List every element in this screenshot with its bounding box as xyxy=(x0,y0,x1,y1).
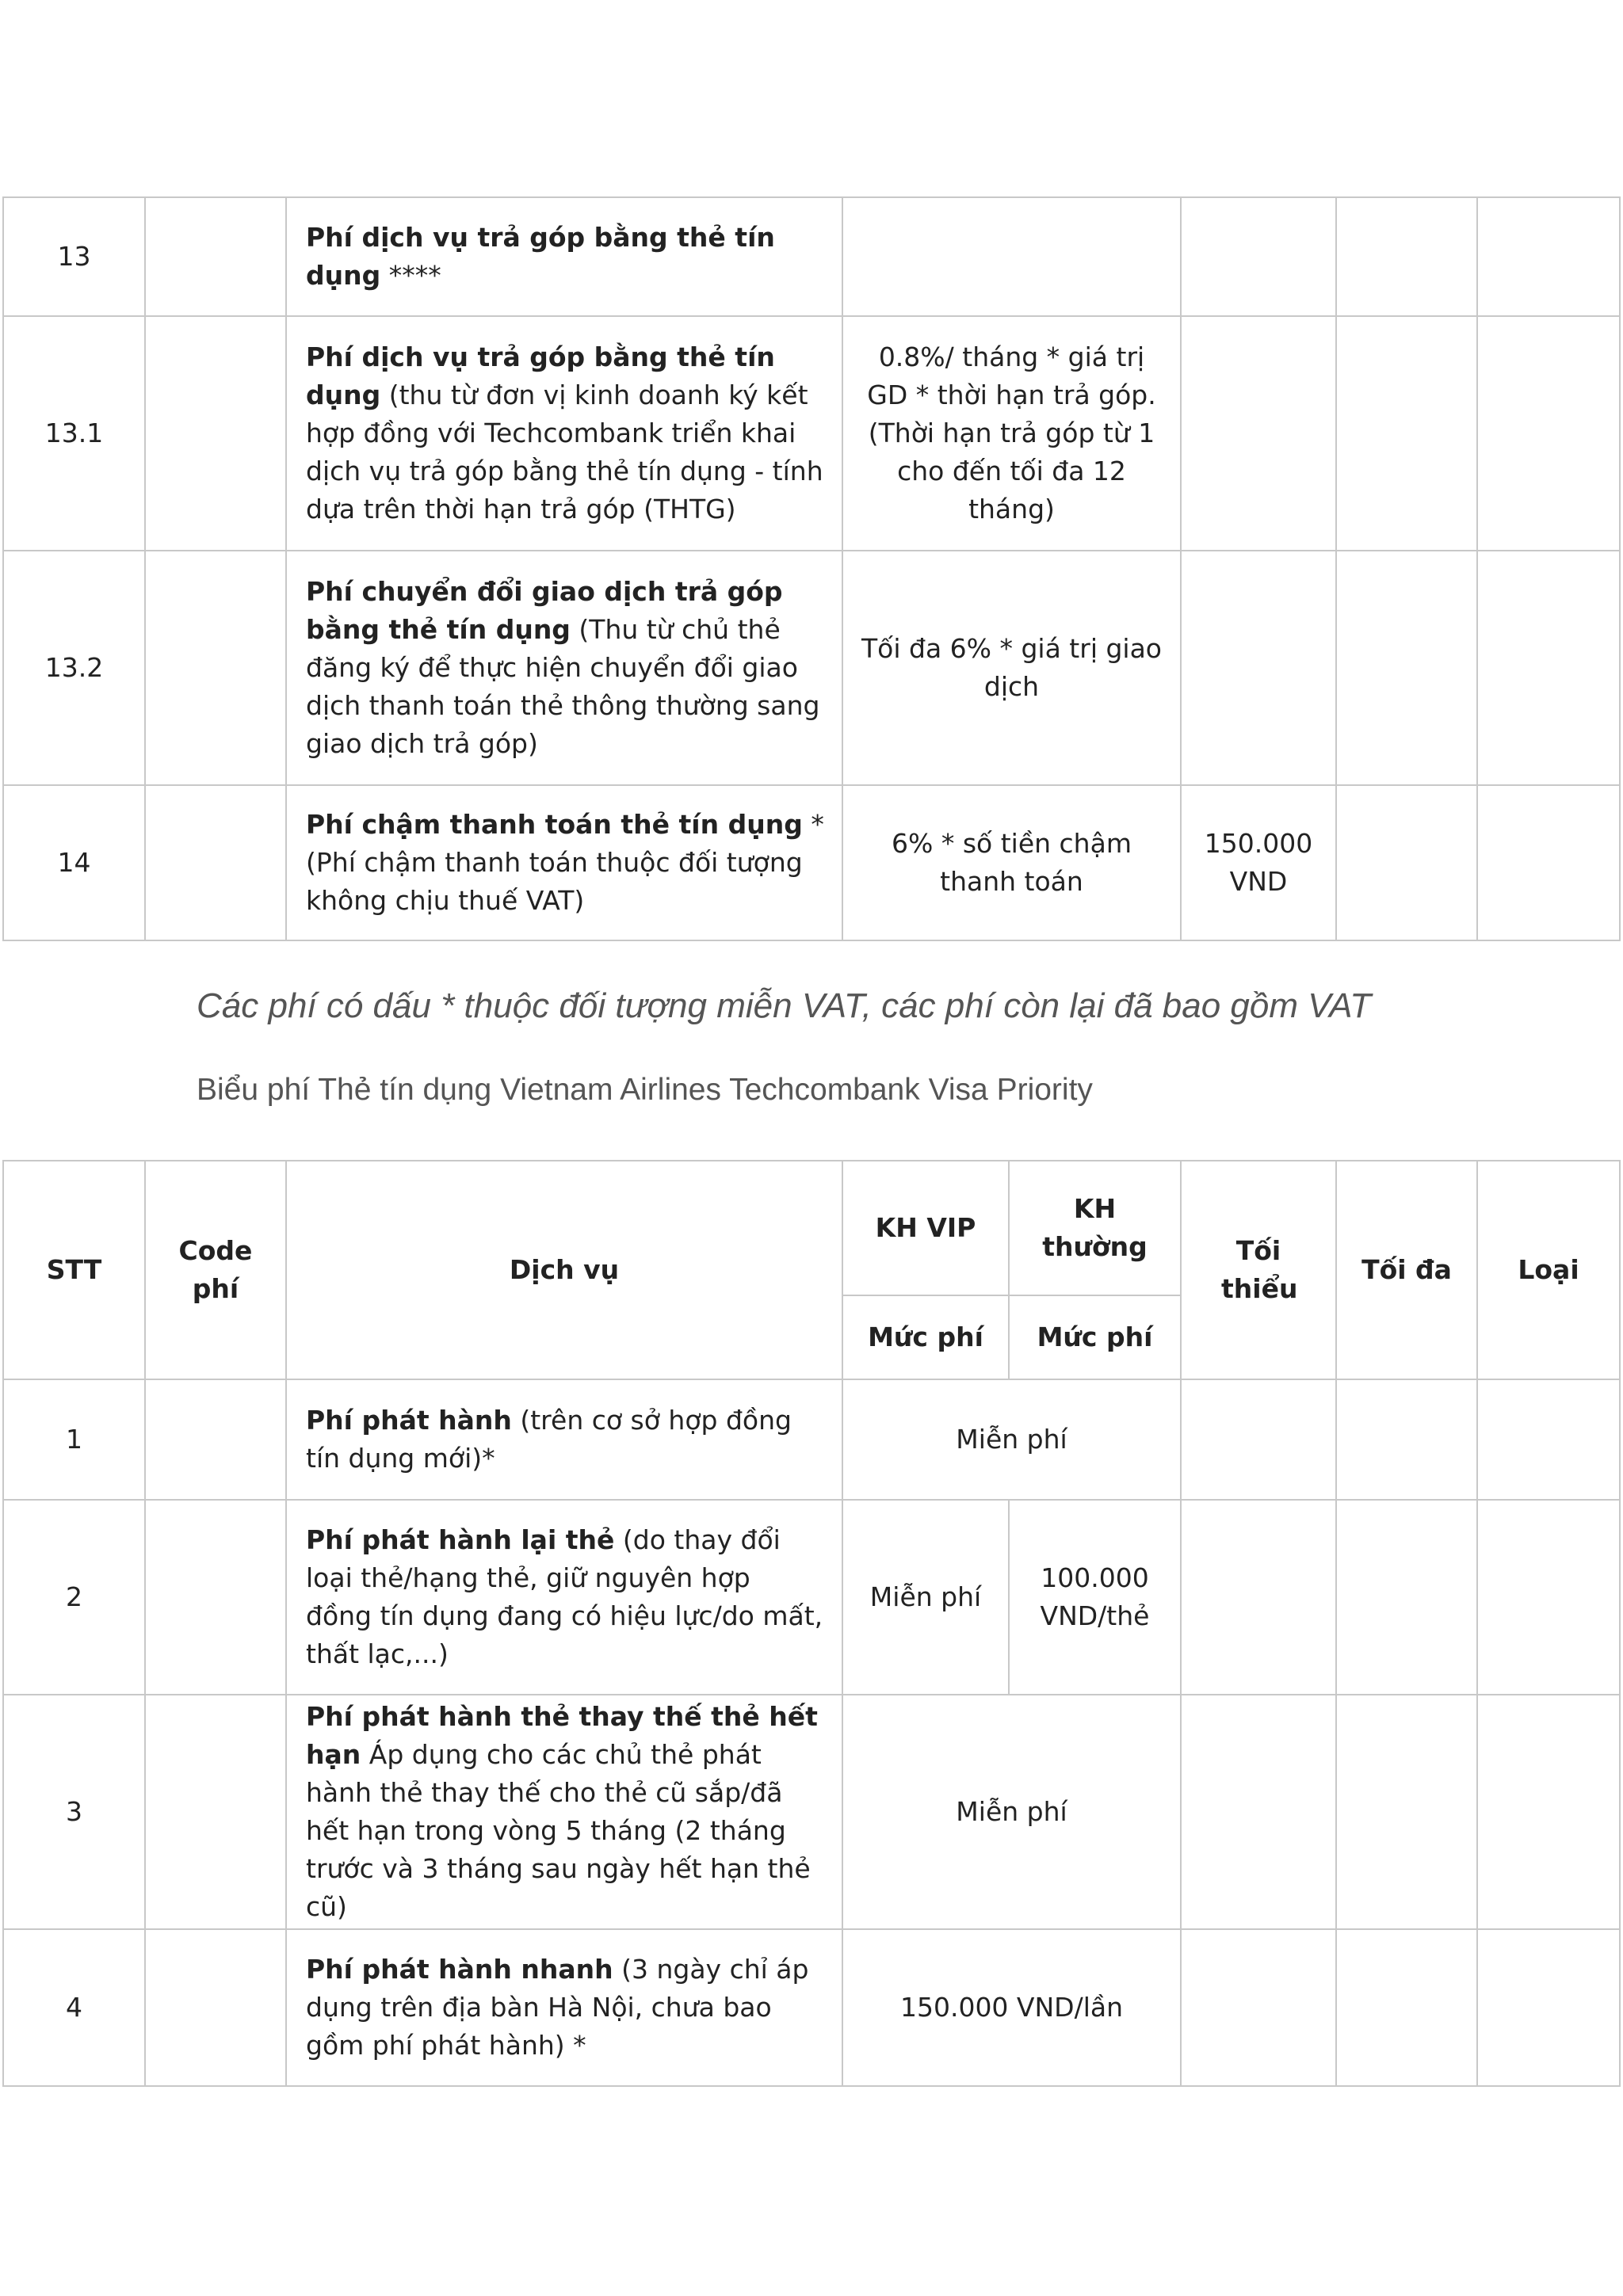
header-min: Tối thiểu xyxy=(1181,1161,1336,1379)
row-max xyxy=(1336,1379,1477,1500)
row-stt: 2 xyxy=(3,1500,145,1695)
row-max xyxy=(1336,1500,1477,1695)
row-min xyxy=(1181,197,1336,316)
row-service xyxy=(286,1929,842,2086)
service-name-bold: Phí phát hành nhanh xyxy=(306,1954,613,1985)
service-name-detail: (trên cơ sở hợp đồng tín dụng mới)* xyxy=(306,1405,792,1474)
row-stt: 3 xyxy=(3,1695,145,1929)
fee-table-visa-priority xyxy=(2,1160,1621,2087)
vat-note: Các phí có dấu * thuộc đối tượng miễn VAT, các phí còn lại đã bao gồm VAT xyxy=(197,986,1372,1025)
row-service xyxy=(286,316,842,551)
row-min xyxy=(1181,551,1336,785)
row-fee: 150.000 VND/lần xyxy=(842,1929,1181,2086)
row-stt: 13.2 xyxy=(3,551,145,785)
row-type xyxy=(1477,1379,1620,1500)
table-header-row xyxy=(3,1161,1620,1295)
row-fee: Miễn phí xyxy=(842,1695,1181,1929)
row-stt: 1 xyxy=(3,1379,145,1500)
row-type xyxy=(1477,1695,1620,1929)
row-max xyxy=(1336,197,1477,316)
row-max xyxy=(1336,1695,1477,1929)
row-service xyxy=(286,551,842,785)
table-row xyxy=(3,1500,1620,1695)
header-max: Tối đa xyxy=(1336,1161,1477,1379)
row-min xyxy=(1181,1500,1336,1695)
row-service xyxy=(286,197,842,316)
service-name-bold: Phí chuyển đổi giao dịch trả góp bằng thẻ tín dụng xyxy=(306,576,783,645)
row-service xyxy=(286,1500,842,1695)
header-fee-normal: Mức phí xyxy=(1009,1295,1181,1379)
service-name-bold: Phí phát hành thẻ thay thế thẻ hết hạn xyxy=(306,1701,818,1770)
row-code xyxy=(145,551,286,785)
row-service xyxy=(286,785,842,940)
row-code xyxy=(145,1695,286,1929)
service-name-detail: **** xyxy=(380,260,441,291)
row-code xyxy=(145,1379,286,1500)
row-type xyxy=(1477,1929,1620,2086)
row-max xyxy=(1336,785,1477,940)
row-code xyxy=(145,1500,286,1695)
row-min xyxy=(1181,316,1336,551)
row-stt: 13 xyxy=(3,197,145,316)
row-code xyxy=(145,197,286,316)
row-fee: 0.8%/ tháng * giá trị GD * thời hạn trả góp. (Thời hạn trả góp từ 1 cho đến tối đa 12 tháng) xyxy=(842,316,1181,551)
table-row xyxy=(3,1929,1620,2086)
table-row xyxy=(3,197,1620,316)
row-fee: 6% * số tiền chậm thanh toán xyxy=(842,785,1181,940)
row-fee: Tối đa 6% * giá trị giao dịch xyxy=(842,551,1181,785)
row-service xyxy=(286,1379,842,1500)
row-max xyxy=(1336,1929,1477,2086)
service-name-detail: Áp dụng cho các chủ thẻ phát hành thẻ thay thế cho thẻ cũ sắp/đã hết hạn trong vòng 5 tháng (2 tháng trước và 3 tháng sau ngày hết hạn thẻ cũ) xyxy=(306,1739,811,1922)
row-min xyxy=(1181,1379,1336,1500)
row-min: 150.000 VND xyxy=(1181,785,1336,940)
header-stt: STT xyxy=(3,1161,145,1379)
service-name-bold: Phí chậm thanh toán thẻ tín dụng xyxy=(306,809,803,840)
table-row xyxy=(3,1695,1620,1929)
service-name-detail: (thu từ đơn vị kinh doanh ký kết hợp đồng với Techcombank triển khai dịch vụ trả góp bằng thẻ tín dụng - tính dựa trên thời hạn trả góp (THTG) xyxy=(306,379,823,524)
row-max xyxy=(1336,551,1477,785)
row-type xyxy=(1477,785,1620,940)
fee-table-title: Biểu phí Thẻ tín dụng Vietnam Airlines Techcombank Visa Priority xyxy=(197,1073,1093,1107)
service-name-detail: (Thu từ chủ thẻ đăng ký để thực hiện chuyển đổi giao dịch thanh toán thẻ thông thường sang giao dịch trả góp) xyxy=(306,614,820,759)
header-kh-normal: KH thường xyxy=(1009,1161,1181,1295)
service-name-bold: Phí phát hành xyxy=(306,1405,512,1436)
row-min xyxy=(1181,1695,1336,1929)
header-service: Dịch vụ xyxy=(286,1161,842,1379)
row-fee xyxy=(842,197,1181,316)
table-row xyxy=(3,316,1620,551)
service-name-bold: Phí phát hành lại thẻ xyxy=(306,1524,615,1555)
header-code: Code phí xyxy=(145,1161,286,1379)
row-stt: 14 xyxy=(3,785,145,940)
row-type xyxy=(1477,316,1620,551)
table-row xyxy=(3,1379,1620,1500)
fee-table-continued xyxy=(2,196,1621,941)
header-type: Loại xyxy=(1477,1161,1620,1379)
row-fee-normal: 100.000 VND/thẻ xyxy=(1009,1500,1181,1695)
table-row xyxy=(3,785,1620,940)
service-name-detail: (do thay đổi loại thẻ/hạng thẻ, giữ nguyên hợp đồng tín dụng đang có hiệu lực/do mất, thất lạc,...) xyxy=(306,1524,823,1669)
row-stt: 13.1 xyxy=(3,316,145,551)
row-service xyxy=(286,1695,842,1929)
row-code xyxy=(145,316,286,551)
row-type xyxy=(1477,197,1620,316)
service-name-bold: Phí dịch vụ trả góp bằng thẻ tín dụng xyxy=(306,222,775,291)
row-stt: 4 xyxy=(3,1929,145,2086)
service-name-bold: Phí dịch vụ trả góp bằng thẻ tín dụng xyxy=(306,341,775,410)
row-max xyxy=(1336,316,1477,551)
row-code xyxy=(145,1929,286,2086)
row-min xyxy=(1181,1929,1336,2086)
row-fee-vip: Miễn phí xyxy=(842,1500,1009,1695)
row-fee: Miễn phí xyxy=(842,1379,1181,1500)
row-type xyxy=(1477,1500,1620,1695)
row-code xyxy=(145,785,286,940)
header-fee-vip: Mức phí xyxy=(842,1295,1009,1379)
header-kh-vip: KH VIP xyxy=(842,1161,1009,1295)
table-row xyxy=(3,551,1620,785)
row-type xyxy=(1477,551,1620,785)
service-name-detail: * (Phí chậm thanh toán thuộc đối tượng không chịu thuế VAT) xyxy=(306,809,824,916)
service-name-detail: (3 ngày chỉ áp dụng trên địa bàn Hà Nội, chưa bao gồm phí phát hành) * xyxy=(306,1954,809,2061)
